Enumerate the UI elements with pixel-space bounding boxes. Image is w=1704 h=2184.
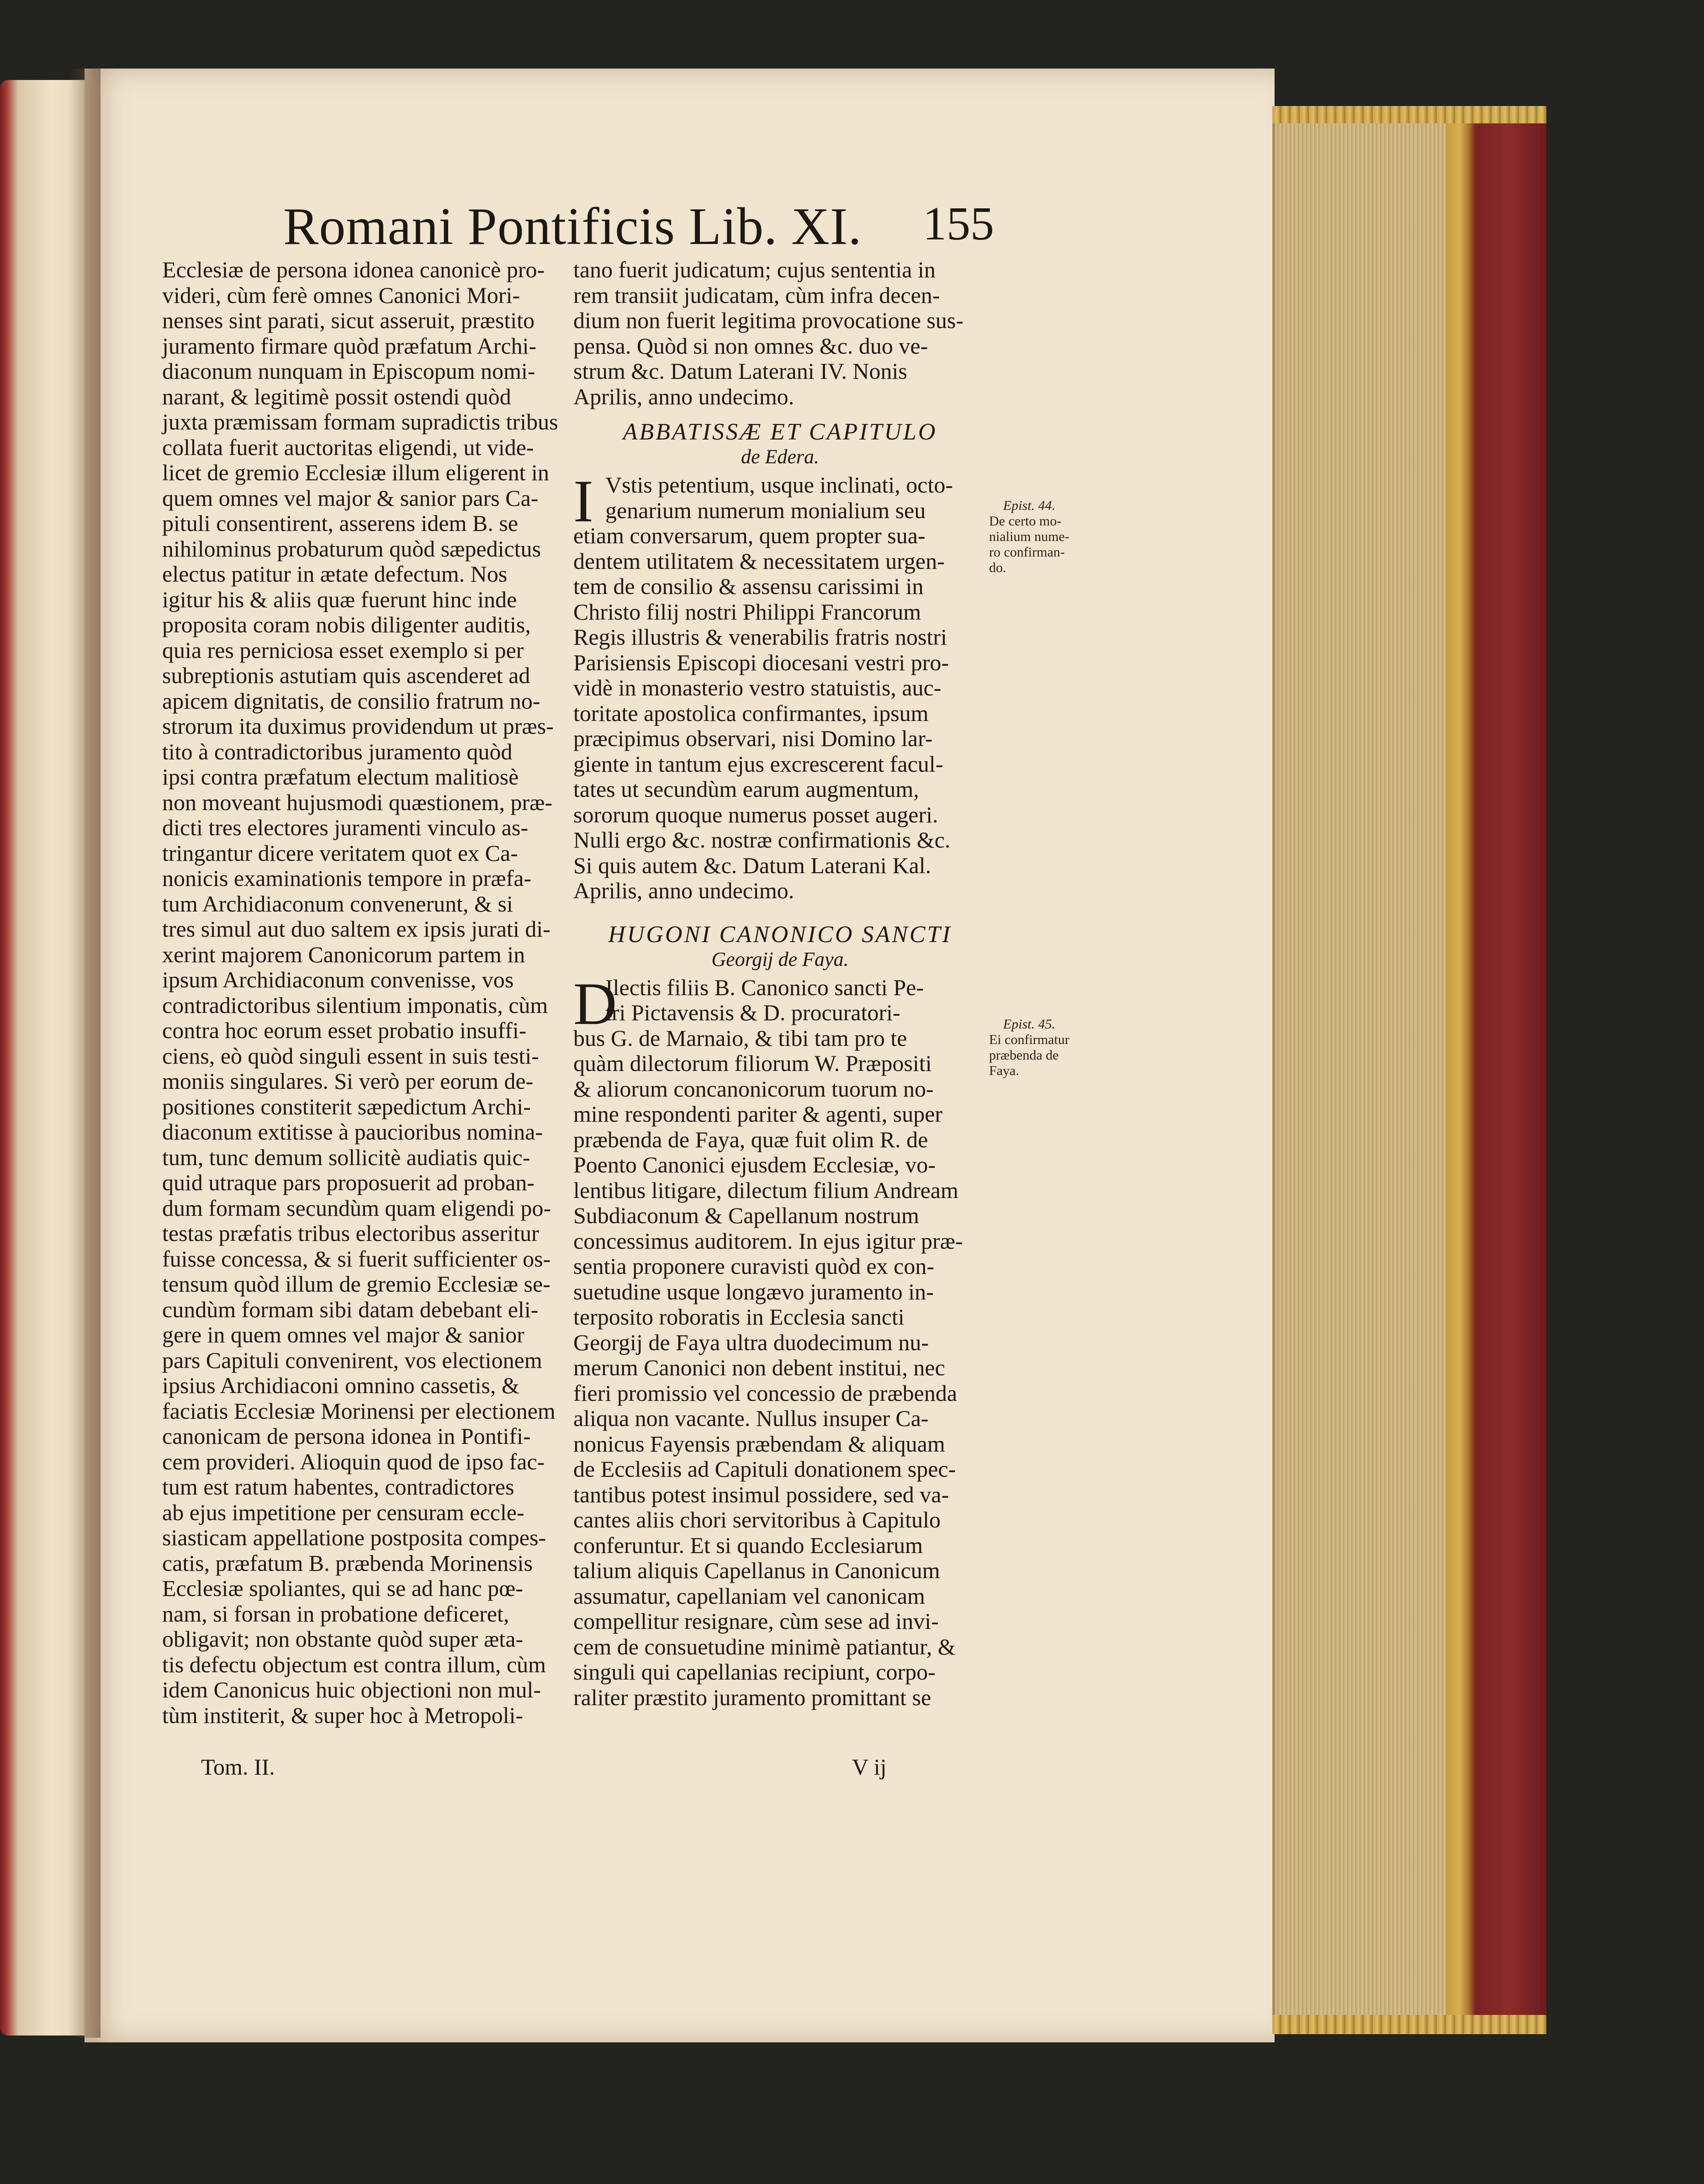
right-text-column xyxy=(573,257,987,1710)
text-line: moniis singulares. Si verò per eorum de- xyxy=(162,1068,534,1094)
marginal-note-epist-44 xyxy=(989,498,1069,576)
text-line: toritate apostolica confirmantes, ipsum xyxy=(573,700,929,726)
text-line: videri, cùm ferè omnes Canonici Mori- xyxy=(162,282,520,308)
text-line: quàm dilectorum filiorum W. Præpositi xyxy=(573,1050,932,1076)
text-line: Georgij de Faya ultra duodecimum nu- xyxy=(573,1329,929,1355)
text-line: tano fuerit judicatum; cujus sententia in xyxy=(573,257,936,282)
text-line: ro confirman- xyxy=(989,545,1065,560)
drop-cap: D xyxy=(573,970,617,1037)
text-line: aliqua non vacante. Nullus insuper Ca- xyxy=(573,1405,929,1431)
drop-cap: I xyxy=(573,467,593,535)
text-line: bus G. de Marnaio, & tibi tam pro te xyxy=(573,1025,907,1051)
text-line: nonicis examinationis tempore in præfa- xyxy=(162,865,532,891)
text-line: Nulli ergo &c. nostræ confirmationis &c. xyxy=(573,827,951,853)
text-line: tis defectu objectum est contra illum, cùm xyxy=(162,1651,546,1677)
text-line: juxta præmissam formam supradictis tribus xyxy=(162,409,558,435)
text-line: cundùm formam sibi datam debebant eli- xyxy=(162,1296,539,1322)
text-line: ciens, eò quòd singuli essent in suis testi- xyxy=(162,1043,539,1069)
text-line: tres simul aut duo saltem ex ipsis jurati di- xyxy=(162,916,550,942)
text-line: Christo filij nostri Philippi Francorum xyxy=(573,599,921,625)
text-line: nenses sint parati, sicut asseruit, præstito xyxy=(162,307,535,333)
text-line: genarium numerum monialium seu xyxy=(605,497,926,523)
text-line: igitur his & aliis quæ fuerunt hinc inde xyxy=(162,586,517,612)
running-title: Romani Pontificis Lib. XI. xyxy=(283,197,862,256)
text-line: siasticam appellatione postposita compes- xyxy=(162,1525,546,1550)
text-line: giente in tantum ejus excrescerent facul- xyxy=(573,751,943,777)
text-line: de Ecclesiis ad Capituli donationem spec- xyxy=(573,1456,956,1482)
text-line: Faya. xyxy=(989,1063,1019,1078)
letter-continuation xyxy=(573,257,987,409)
text-line: singuli qui capellanias recipiunt, corpo- xyxy=(573,1659,936,1685)
page-number: 155 xyxy=(923,197,994,250)
text-line: quid utraque pars proposuerit ad proban- xyxy=(162,1170,535,1195)
text-line: conferuntur. Et si quando Ecclesiarum xyxy=(573,1532,923,1558)
text-line: ipsi contra præfatum electum malitiosè xyxy=(162,764,519,790)
text-line: non moveant hujusmodi quæstionem, præ- xyxy=(162,789,553,815)
section-subtitle-edera: de Edera. xyxy=(741,445,820,468)
text-line: præbenda de Faya, quæ fuit olim R. de xyxy=(573,1126,928,1152)
text-line: nihilominus probaturum quòd sæpedictus xyxy=(162,535,541,562)
text-line: tringantur dicere veritatem quot ex Ca- xyxy=(162,840,518,866)
text-line: ab ejus impetitione per censuram eccle- xyxy=(162,1499,524,1525)
letter-hugoni xyxy=(573,970,987,1711)
text-line: tensum quòd illum de gremio Ecclesiæ se- xyxy=(162,1271,550,1297)
text-line: electus patitur in ætate defectum. Nos xyxy=(162,561,508,587)
signature-mark: V ij xyxy=(852,1754,887,1780)
text-line: collata fuerit auctoritas eligendi, ut vide- xyxy=(162,434,534,460)
marginal-note-epist-45 xyxy=(989,1017,1069,1079)
text-line: idem Canonicus huic objectioni non mul- xyxy=(162,1677,541,1702)
text-line: nialium nume- xyxy=(989,529,1069,544)
text-line: xerint majorem Canonicorum partem in xyxy=(162,941,525,967)
text-line: tum est ratum habentes, contradictores xyxy=(162,1474,514,1500)
text-line: Ei confirmatur xyxy=(989,1032,1069,1047)
text-line: tantibus potest insimul possidere, sed va- xyxy=(573,1481,949,1507)
section-title-hugoni: HUGONI CANONICO SANCTI xyxy=(608,921,952,948)
text-line: præbenda de xyxy=(989,1048,1059,1063)
text-line: compellitur resignare, cùm sese ad invi- xyxy=(573,1608,939,1634)
text-line: tates ut secundùm earum augmentum, xyxy=(573,776,919,802)
text-line: tri Pictavensis & D. procuratori- xyxy=(605,1000,900,1025)
text-line: pensa. Quòd si non omnes &c. duo ve- xyxy=(573,333,928,359)
volume-mark: Tom. II. xyxy=(201,1754,275,1780)
text-line: ipsum Archidiaconum convenisse, vos xyxy=(162,967,514,992)
text-line: raliter præstito juramento promittant se xyxy=(573,1684,931,1710)
section-subtitle-faya: Georgij de Faya. xyxy=(711,948,849,970)
text-line: dicti tres electores juramenti vinculo as- xyxy=(162,815,529,840)
text-line: tito à contradictoribus juramento quòd xyxy=(162,738,513,764)
epistle-number: Epist. 45. xyxy=(1003,1017,1055,1032)
text-line: Regis illustris & venerabilis fratris nostri xyxy=(573,624,947,650)
text-line: cantes aliis chori servitoribus à Capitulo xyxy=(573,1507,941,1532)
text-line: strum &c. Datum Laterani IV. Nonis xyxy=(573,358,907,384)
text-line: dum formam secundùm quam eligendi po- xyxy=(162,1195,551,1221)
section-title-abbatissae: ABBATISSÆ ET CAPITULO xyxy=(623,419,937,445)
text-line: diaconum nunquam in Episcopum nomi- xyxy=(162,358,535,384)
text-line: Vstis petentium, usque inclinati, octo- xyxy=(605,472,953,498)
page-fore-edge xyxy=(1272,106,1449,2034)
text-line: Poento Canonici ejusdem Ecclesiæ, vo- xyxy=(573,1152,936,1177)
text-line: concessimus auditorem. In ejus igitur præ- xyxy=(573,1228,963,1254)
text-line: fieri promissio vel concessio de præbenda xyxy=(573,1380,958,1406)
text-line: obligavit; non obstante quòd super æta- xyxy=(162,1626,524,1652)
text-line: quia res perniciosa esset exemplo si per xyxy=(162,637,524,663)
text-line: vidè in monasterio vestro statuistis, auc- xyxy=(573,675,942,700)
text-line: positiones constiterit sæpedictum Archi- xyxy=(162,1093,531,1119)
text-line: tum Archidiaconum convenerunt, & si xyxy=(162,891,513,917)
text-line: gere in quem omnes vel major & sanior xyxy=(162,1322,524,1347)
text-line: Ecclesiæ spoliantes, qui se ad hanc pœ- xyxy=(162,1575,524,1601)
text-line: subreptionis astutiam quis ascenderet ad xyxy=(162,663,530,688)
text-line: Subdiaconum & Capellanum nostrum xyxy=(573,1203,919,1228)
text-line: do. xyxy=(989,560,1006,575)
text-line: tùm institerit, & super hoc à Metropoli- xyxy=(162,1702,524,1728)
text-line: mine respondenti pariter & agenti, super xyxy=(573,1101,943,1127)
text-line: Ecclesiæ de persona idonea canonicè pro- xyxy=(162,257,545,282)
text-line: apicem dignitatis, de consilio fratrum no- xyxy=(162,688,540,714)
text-line: faciatis Ecclesiæ Morinensi per electionem xyxy=(162,1398,556,1424)
text-line: lentibus litigare, dilectum filium Andream xyxy=(573,1177,958,1203)
text-line: assumatur, capellaniam vel canonicam xyxy=(573,1583,925,1609)
text-line: contradictoribus silentium imponatis, cùm xyxy=(162,992,548,1018)
text-line: Aprilis, anno undecimo. xyxy=(573,383,794,409)
page-gutter xyxy=(69,69,101,2038)
text-line: nam, si forsan in probatione deficeret, xyxy=(162,1601,509,1627)
text-line: etiam conversarum, quem propter sua- xyxy=(573,523,926,548)
text-line: & aliorum concanonicorum tuorum no- xyxy=(573,1076,934,1102)
book-cover-edge xyxy=(1446,106,1546,2034)
text-line: cem provideri. Alioquin quod de ipso fac- xyxy=(162,1448,545,1474)
text-line: testas præfatis tribus electoribus asseritur xyxy=(162,1220,539,1246)
gilt-edge-top xyxy=(1272,106,1546,123)
text-line: merum Canonici non debent institui, nec xyxy=(573,1355,945,1380)
text-line: licet de gremio Ecclesiæ illum eligerent in xyxy=(162,460,549,485)
text-line: catis, præfatum B. præbenda Morinensis xyxy=(162,1550,533,1576)
text-line: Parisiensis Episcopi diocesani vestri pro- xyxy=(573,649,949,675)
text-line: contra hoc eorum esset probatio insuffi- xyxy=(162,1018,527,1043)
text-line: strorum ita duximus providendum ut præs- xyxy=(162,713,554,739)
text-line: nonicus Fayensis præbendam & aliquam xyxy=(573,1431,945,1457)
text-line: pituli consentirent, asserens idem B. se xyxy=(162,510,519,536)
text-line: dentem utilitatem & necessitatem urgen- xyxy=(573,548,945,574)
text-line: Ilectis filiis B. Canonico sancti Pe- xyxy=(605,974,924,1000)
text-line: diaconum extitisse à paucioribus nomina- xyxy=(162,1119,543,1145)
text-line: proposita coram nobis diligenter auditis, xyxy=(162,612,531,637)
text-line: ipsius Archidiaconi omnino cassetis, & xyxy=(162,1373,519,1398)
text-line: sororum quoque numerus posset augeri. xyxy=(573,801,938,827)
text-line: De certo mo- xyxy=(989,514,1062,529)
text-line: tum, tunc demum sollicitè audiatis quic- xyxy=(162,1144,530,1170)
text-line: canonicam de persona idonea in Pontifi- xyxy=(162,1423,531,1449)
text-line: cem de consuetudine minimè patiantur, & xyxy=(573,1633,956,1659)
text-line: tem de consilio & assensu carissimi in xyxy=(573,573,924,599)
text-line: juramento firmare quòd præfatum Archi- xyxy=(162,333,537,359)
text-line: terposito roboratis in Ecclesia sancti xyxy=(573,1304,905,1330)
epistle-number: Epist. 44. xyxy=(1003,498,1055,513)
text-line: Aprilis, anno undecimo. xyxy=(573,878,794,903)
text-line: Si quis autem &c. Datum Laterani Kal. xyxy=(573,852,931,878)
text-line: dium non fuerit legitima provocatione sus- xyxy=(573,307,963,333)
text-line: narant, & legitimè possit ostendi quòd xyxy=(162,383,511,409)
text-line: rem transiit judicatam, cùm infra decen- xyxy=(573,282,940,308)
text-line: talium aliquis Capellanus in Canonicum xyxy=(573,1558,940,1583)
letter-abbatissae xyxy=(573,467,987,904)
left-text-column xyxy=(162,257,560,1728)
gilt-edge-bottom xyxy=(1272,2015,1546,2034)
text-line: suetudine usque longævo juramento in- xyxy=(573,1278,934,1304)
text-line: sentia proponere curavisti quòd ex con- xyxy=(573,1253,935,1279)
text-line: fuisse concessa, & si fuerit sufficienter os- xyxy=(162,1246,551,1272)
text-line: quem omnes vel major & sanior pars Ca- xyxy=(162,485,539,511)
text-line: præcipimus observari, nisi Domino lar- xyxy=(573,726,933,751)
text-line: pars Capituli convenirent, vos electionem xyxy=(162,1347,542,1373)
